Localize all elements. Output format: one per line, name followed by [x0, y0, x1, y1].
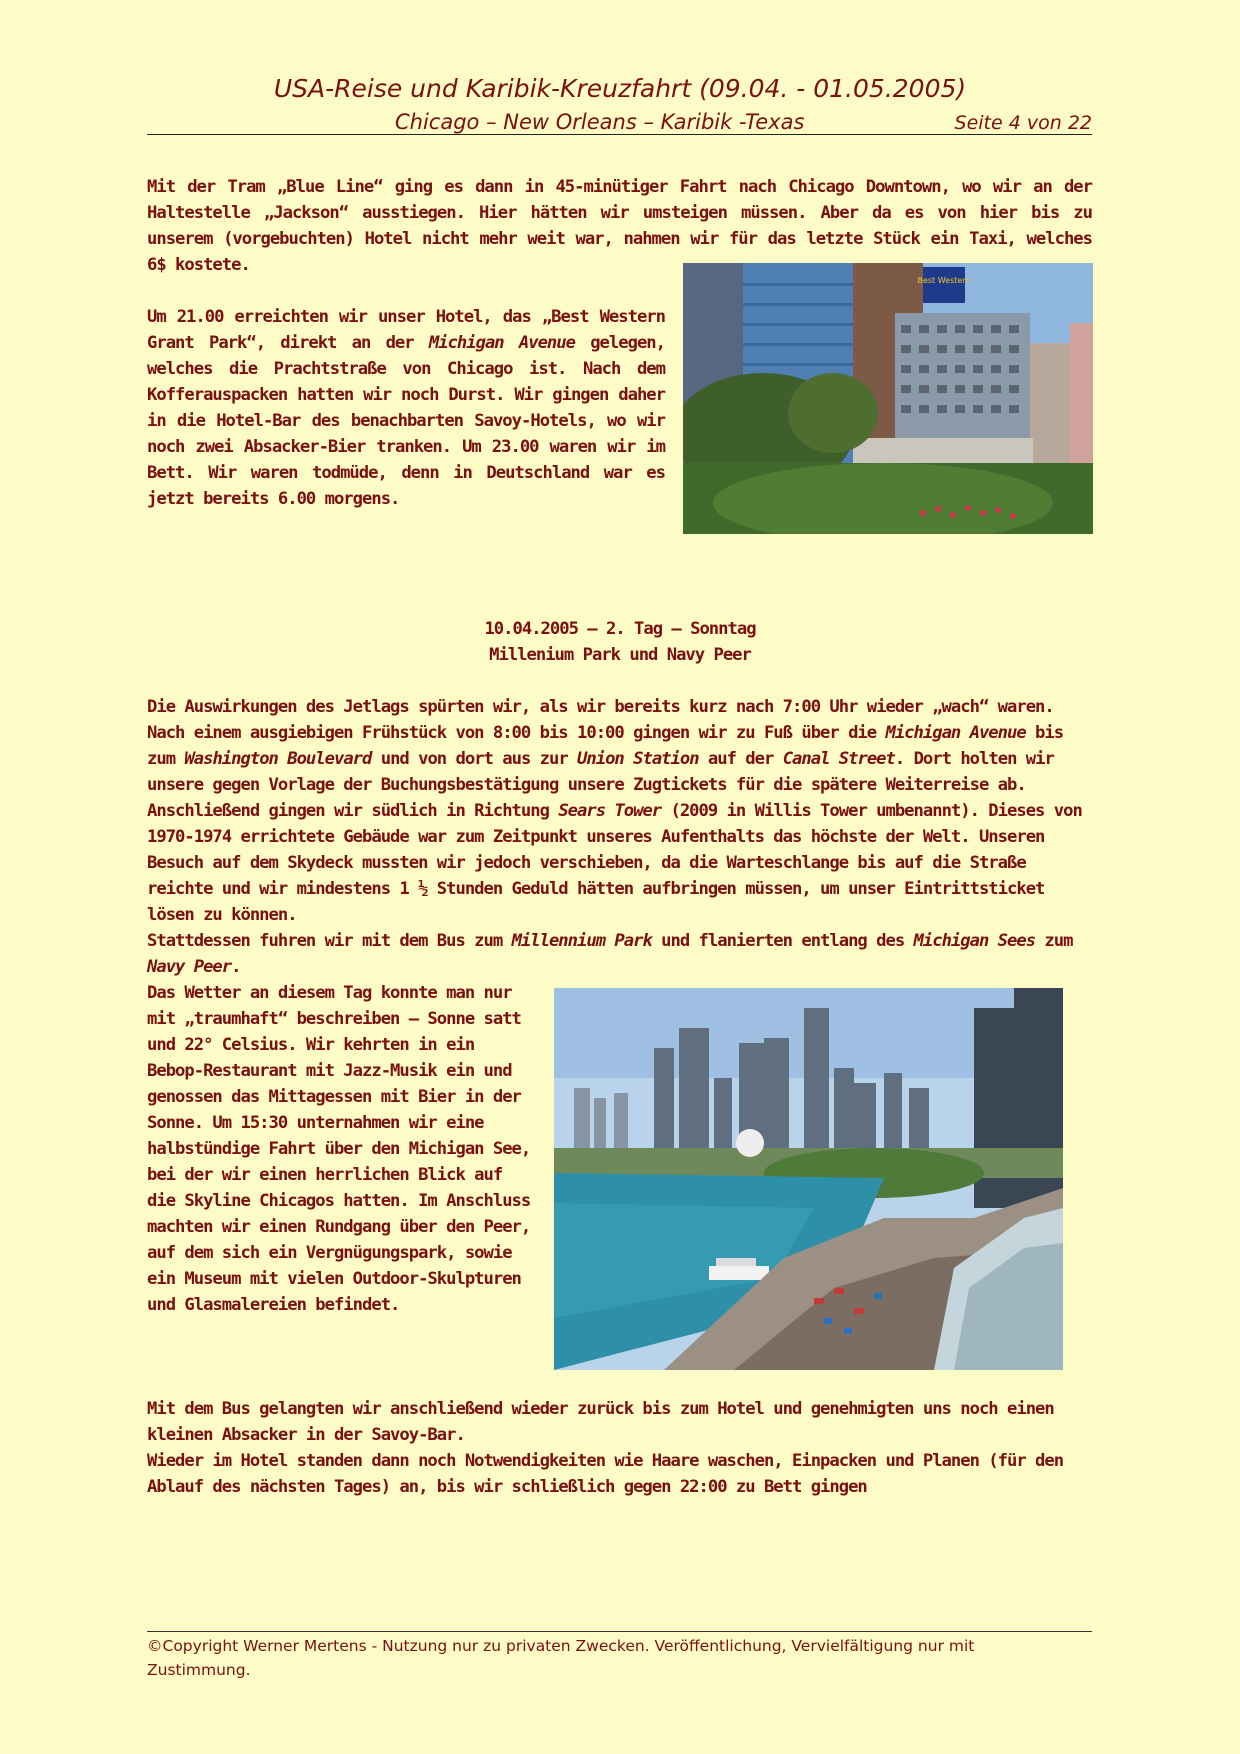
hotel-photo-image	[683, 263, 1093, 534]
day-paragraph-4: Mit dem Bus gelangten wir anschließend wieder zurück bis zum Hotel und genehmigten uns noch einen kleinen Absacker in der Savoy-Bar.	[147, 1399, 1054, 1445]
copyright-notice: ©Copyright Werner Mertens - Nutzung nur zu privaten Zwecken. Veröffentlichung, Vervielfältigung nur mit Zustimmung.	[147, 1637, 975, 1679]
navy-pier-photo-image	[554, 988, 1063, 1370]
day-paragraph-2: Stattdessen fuhren wir mit dem Bus zum Millennium Park und flanierten entlang des Michigan Sees zum Navy Peer.	[147, 931, 1073, 977]
page-number: Seite 4 von 22	[954, 112, 1092, 134]
footer-divider	[147, 1631, 1092, 1632]
day-heading: 10.04.2005 – 2. Tag – Sonntag	[484, 619, 756, 639]
day-subheading: Millenium Park und Navy Peer	[489, 645, 751, 665]
document-title: USA-Reise und Karibik-Kreuzfahrt (09.04. - 01.05.2005)	[273, 74, 967, 103]
document-subtitle: Chicago – New Orleans – Karibik -Texas	[395, 110, 805, 134]
day-paragraph-3: Das Wetter an diesem Tag konnte man nur mit „traumhaft“ beschreiben – Sonne satt und 22° Celsius. Wir kehrten in ein Bebop-Restaurant mit Jazz-Musik ein und genossen das Mittagessen mit Bier in der Sonne. Um 15:30 unternahmen wir eine halbstündige Fahrt über den Michigan See, bei der wir einen herrlichen Blick auf die Skyline Chicagos hatten. Im Anschluss machten wir einen Rundgang über den Peer, auf dem sich ein Vergnügungspark, sowie ein Museum mit vielen Outdoor-Skulpturen und Glasmalereien befindet.	[147, 983, 531, 1315]
hotel-sign-text: Best Western	[917, 276, 971, 285]
intro-paragraph-1: Mit der Tram „Blue Line“ ging es dann in 45-minütiger Fahrt nach Chicago Downtown, wo wir an der Haltestelle „Jackson“ ausstiegen. Hier hätten wir umsteigen müssen. Aber da es von hier bis zu unserem (vorgebuchten) Hotel nicht mehr weit war, nahmen wir für das letzte Stück ein Taxi, welches 6$ kostete.	[147, 177, 1092, 275]
day-paragraph-5: Wieder im Hotel standen dann noch Notwendigkeiten wie Haare waschen, Einpacken und Planen (für den Ablauf des nächsten Tages) an, bis wir schließlich gegen 22:00 zu Bett gingen	[147, 1451, 1064, 1497]
header-divider	[147, 134, 1092, 135]
navy-pier-photo	[554, 988, 1063, 1370]
day-paragraph-1: Die Auswirkungen des Jetlags spürten wir, als wir bereits kurz nach 7:00 Uhr wieder „wach“ waren. Nach einem ausgiebigen Frühstück von 8:00 bis 10:00 gingen wir zu Fuß über die Michigan Avenue bis zum Washington Boulevard und von dort aus zur Union Station auf der Canal Street. Dort holten wir unsere gegen Vorlage der Buchungsbestätigung unsere Zugtickets für die spätere Weiterreise ab. Anschließend gingen wir südlich in Richtung Sears Tower (2009 in Willis Tower umbenannt). Dieses von 1970-1974 errichtete Gebäude war zum Zeitpunkt unseres Aufenthalts das höchste der Welt. Unseren Besuch auf dem Skydeck mussten wir jedoch verschieben, da die Warteschlange bis auf die Straße reichte und wir mindestens 1 ½ Stunden Geduld hätten aufbringen müssen, um unser Eintrittsticket lösen zu können.	[147, 697, 1082, 925]
hotel-photo	[683, 263, 1093, 534]
intro-paragraph-2: Um 21.00 erreichten wir unser Hotel, das „Best Western Grant Park“, direkt an der Michigan Avenue gelegen, welches die Prachtstraße von Chicago ist. Nach dem Kofferauspacken hatten wir noch Durst. Wir gingen daher in die Hotel-Bar des benachbarten Savoy-Hotels, wo wir noch zwei Absacker-Bier tranken. Um 23.00 waren wir im Bett. Wir waren todmüde, denn in Deutschland war es jetzt bereits 6.00 morgens.	[147, 307, 665, 509]
